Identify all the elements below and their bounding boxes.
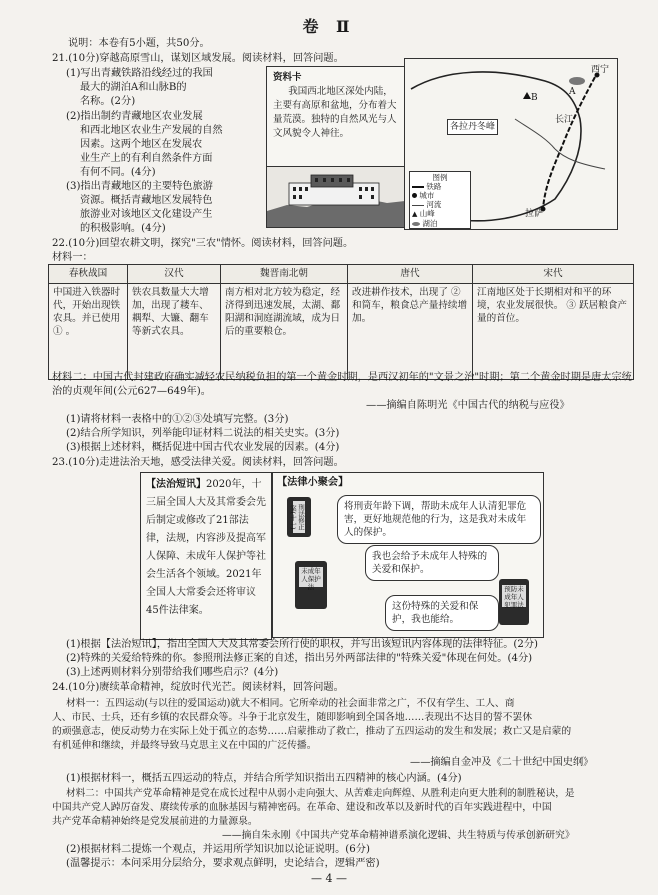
legend-lake: 湖泊 — [422, 219, 438, 228]
legend-city: 城市 — [419, 191, 435, 200]
q21-line: 和西北地区农业生产发展的自然 — [80, 125, 223, 136]
map-label-xining: 西宁 — [591, 65, 610, 75]
q24-material1: 的顽强意志，使反动势力在实际上处于孤立的态势……启蒙推动了救亡，推动了五四运动的发生和发展；救亡又是启蒙的 — [52, 726, 572, 737]
delinquency-prevention-book-icon — [499, 579, 529, 625]
q24-tip: (温馨提示：本问采用分层给分，要求观点鲜明，史论结合，逻辑严密) — [66, 858, 380, 869]
law-news-box — [140, 472, 272, 640]
q22-material2: 材料二：中国古代封建政府确实减轻农民纳税负担的第一个黄金时期，是西汉初年的"文景之治"时期；第二个黄金时期是唐太宗统治的贞观年间(公元627—649年)。 — [52, 372, 632, 397]
q22-material2-source: ——摘编自陈明光《中国古代的纳税与应役》 — [366, 400, 570, 411]
q22-heading: 22.(10分)回望农耕文明，探究"三农"情怀。阅读材料，回答问题。 — [52, 238, 354, 249]
page-number: — 4 — — [311, 872, 347, 885]
speech-bubble-criminal-law: 将刑责年龄下调，帮助未成年人认清犯罪危害，更好地规范他的行为，这是我对未成年人的保护。 — [337, 495, 541, 544]
map-label-b: B — [531, 93, 538, 103]
table-header: 汉代 — [128, 265, 221, 284]
q24-subquestion: (2)根据材料二提炼一个观点，并运用所学知识加以论证说明。(6分) — [66, 844, 370, 855]
book-label: 刑法修正案(十一) — [293, 501, 305, 533]
q21-line: 业生产上的有利自然条件方面 — [80, 153, 213, 164]
table-cell: 江南地区处于长期相对和平的环境，农业发展很快。 ③ 跃居粮食产量的首位。 — [473, 284, 634, 380]
q21-line: 的积极影响。(4分) — [80, 223, 166, 234]
q22-subquestion: (2)结合所学知识，列举能印证材料二说法的相关史实。(3分) — [66, 428, 340, 439]
q24-subquestion: (1)根据材料一，概括五四运动的特点，并结合所学知识指出五四精神的核心内涵。(4分) — [66, 773, 462, 784]
q24-material1: 材料一：五四运动(与以往的爱国运动)就大不相同。它所牵动的社会面非常之广，不仅有学生、工人、商 — [66, 698, 515, 709]
q21-heading: 21.(10分)穿越高原雪山，谋划区域发展。阅读材料，回答问题。 — [52, 53, 344, 64]
q23-subquestion: (1)根据【法治短讯】，指出全国人大及其常委会所行使的职权，并写出该短讯内容体现的法律特征。(2分) — [66, 639, 539, 650]
q23-heading: 23.(10分)走进法治天地，感受法律关爱。阅读材料，回答问题。 — [52, 457, 344, 468]
info-card-title: 资料卡 — [273, 72, 302, 83]
q21-line: 最大的湖泊A和山脉B的 — [80, 82, 187, 93]
law-gathering-title: 【法律小聚会】 — [277, 476, 349, 488]
map-label-a: A — [569, 87, 576, 97]
potala-palace-image — [266, 166, 406, 228]
q24-material1: 人、市民、士兵，还有乡镇的农民群众等。斗争于北京发生，随即影响到全国各地……表现出不达目的誓不罢休 — [52, 712, 533, 723]
q22-material1-label: 材料一： — [52, 252, 93, 263]
q23-subquestion: (3)上述两则材料分别带给我们哪些启示？(4分) — [66, 667, 279, 678]
q21-line: 旅游业对该地区文化建设产生 — [80, 209, 213, 220]
table-header: 春秋战国 — [49, 265, 128, 284]
instructions: 说明：本卷有5小题，共50分。 — [68, 38, 210, 49]
book-label: 预防未成年人犯罪法 — [502, 585, 526, 607]
legend-peak: 山峰 — [419, 209, 435, 218]
law-news-title: 【法治短讯】 — [146, 479, 206, 490]
legend-railway: 铁路 — [426, 182, 442, 191]
legend-title: 图例 — [432, 173, 448, 182]
info-card — [266, 66, 406, 170]
q21-line: (3)指出青藏地区的主要特色旅游 — [66, 181, 213, 192]
qinghai-tibet-map — [404, 58, 618, 230]
table-header: 唐代 — [348, 265, 473, 284]
table-cell: 改进耕作技术，出现了 ② 和筒车，粮食总产量持续增加。 — [348, 284, 473, 380]
table-cell: 南方相对北方较为稳定，经济得到迅速发展，太湖、鄱阳湖和洞庭湖流域，成为日后的重要粮仓。 — [221, 284, 348, 380]
law-news-text: 2020年，十三届全国人大及其常委会先后制定或修改了21部法律，法规，内容涉及提高军人保障、未成年人保护等社会生活各个领域。2021年全国人大常委会还将审议45件法律案。 — [146, 479, 266, 616]
q24-material2: 中国共产党人踔厉奋发、赓续传承的血脉基因与精神密码。在革命、建设和改革以及新时代的百年实践进程中，中国 — [52, 802, 552, 813]
speech-bubble-minor-protection: 我也会给予未成年人特殊的关爱和保护。 — [365, 545, 499, 581]
legend-river: 河流 — [426, 200, 442, 209]
minor-protection-book-icon — [295, 561, 327, 609]
map-label-river: 长江 — [555, 115, 574, 125]
q22-subquestion: (1)请将材料一表格中的①②③处填写完整。(3分) — [66, 414, 289, 425]
table-row — [49, 284, 634, 380]
map-label-lasa: 拉萨 — [525, 209, 544, 219]
q24-material2: 材料二：中国共产党革命精神是党在成长过程中从弱小走向强大、从苦难走向辉煌、从胜利走向更大胜利的制胜秘诀，是 — [66, 788, 575, 799]
q23-subquestion: (2)特殊的关爱给特殊的你。参照刑法修正案的自述，指出另外两部法律的"特殊关爱"体现在何处。(4分) — [66, 653, 533, 664]
q22-subquestion: (3)根据上述材料，概括促进中国古代农业发展的因素。(4分) — [66, 442, 340, 453]
q21-line: 资源。概括青藏地区发展特色 — [80, 195, 213, 206]
law-gathering-box — [272, 472, 544, 638]
info-card-text: 我国西北地区深处内陆，主要有高原和盆地，分布着大量荒漠。独特的自然风光与人文风貌令人神往。 — [273, 86, 397, 139]
q21-line: 有何不同。(4分) — [80, 167, 156, 178]
agriculture-history-table — [48, 264, 634, 380]
page-title: 卷 Ⅱ — [302, 17, 356, 36]
table-cell: 中国进入铁器时代，开始出现铁农具。并已使用 ① 。 — [49, 284, 128, 380]
q24-material1: 有机延伸和继续，并最终导致马克思主义在中国的广泛传播。 — [52, 740, 317, 751]
map-label-peak: 各拉丹冬峰 — [447, 119, 498, 135]
table-header: 宋代 — [473, 265, 634, 284]
q24-material2: 共产党革命精神始终是党发展前进的力量源泉。 — [52, 816, 258, 827]
q21-line: 因素。这两个地区在发展农 — [80, 139, 203, 150]
map-legend: 图例 铁路 城市 河流 ▲ 山峰 湖泊 — [409, 171, 471, 229]
table-cell: 铁农具数量大大增加，出现了耧车、耦犁、大镰、翻车等新式农具。 — [128, 284, 221, 380]
q24-material2-source: ——摘自朱永刚《中国共产党革命精神谱系演化逻辑、共生特质与传承创新研究》 — [222, 830, 575, 841]
q21-line: (1)写出青藏铁路沿线经过的我国 — [66, 68, 213, 79]
q24-heading: 24.(10分)赓续革命精神，绽放时代光芒。阅读材料，回答问题。 — [52, 682, 344, 693]
table-header-row — [49, 265, 634, 284]
speech-bubble-delinquency-prevention: 这份特殊的关爱和保护，我也能给。 — [385, 595, 499, 631]
table-header: 魏晋南北朝 — [221, 265, 348, 284]
q21-line: 名称。(2分) — [80, 96, 136, 107]
q24-material1-source: ——摘编自金冲及《二十世纪中国史纲》 — [410, 757, 594, 768]
book-label: 未成年人保护法 — [299, 567, 323, 587]
q21-line: (2)指出制约青藏地区农业发展 — [66, 111, 203, 122]
criminal-law-book-icon — [287, 497, 311, 537]
